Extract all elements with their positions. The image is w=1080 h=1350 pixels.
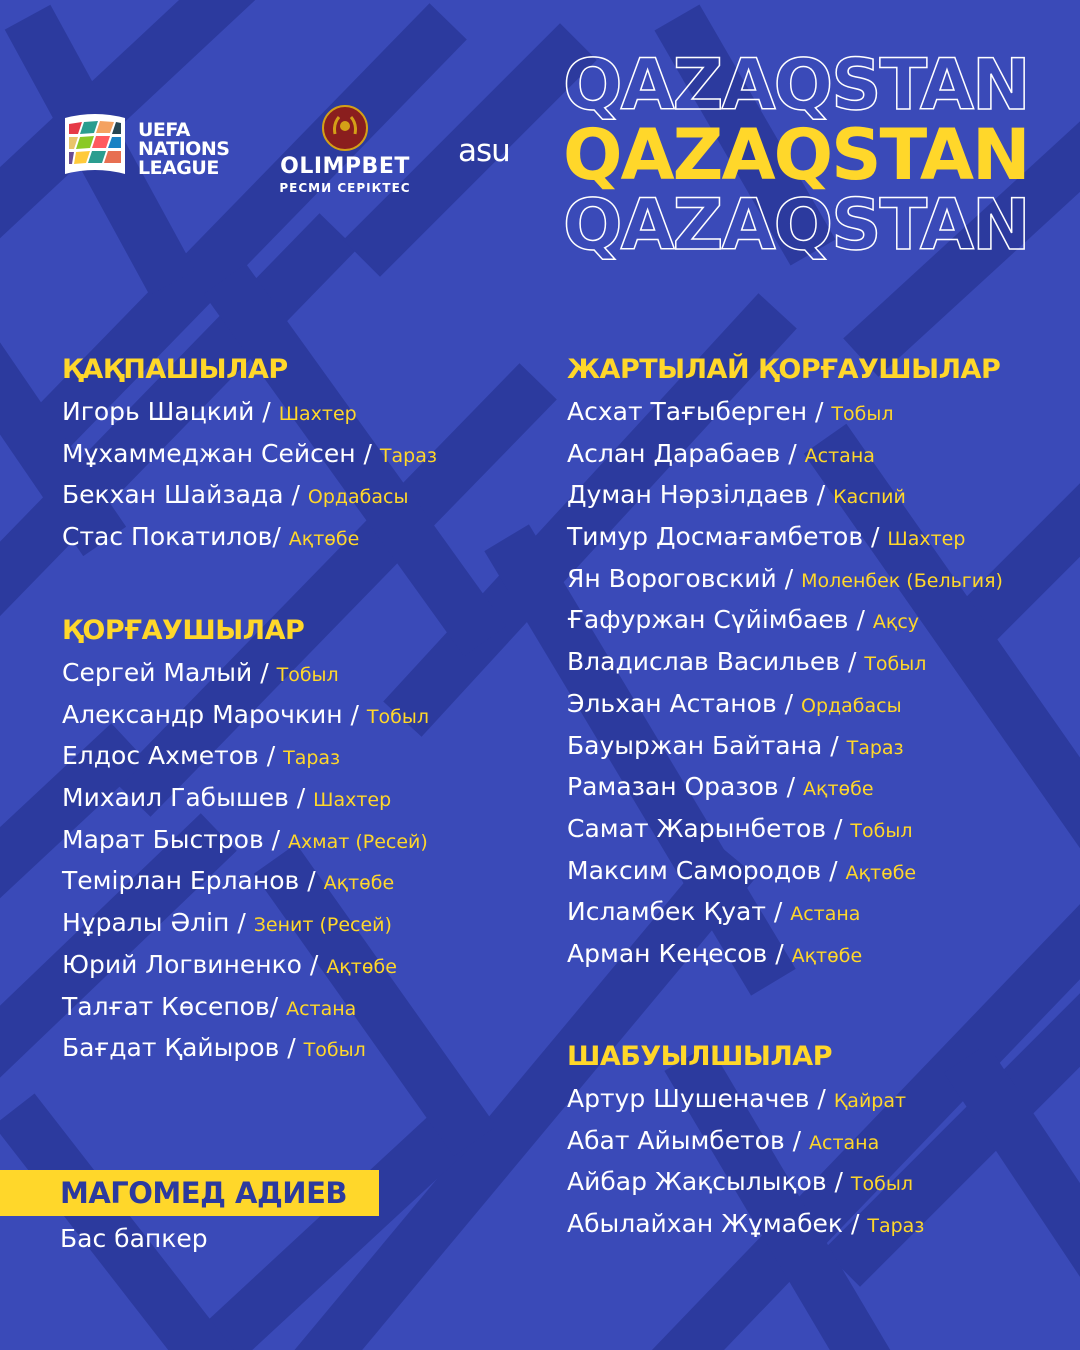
- player-name: Ян Вороговский: [567, 563, 777, 593]
- separator: /: [780, 438, 805, 468]
- separator: /: [778, 772, 803, 802]
- player-name: Рамазан Оразов: [567, 772, 779, 802]
- player-club: Тобыл: [864, 653, 927, 676]
- section-goalkeepers: [62, 354, 437, 564]
- separator: /: [776, 688, 802, 718]
- player-row: [62, 783, 429, 825]
- olimpbet-logo: [278, 104, 412, 195]
- separator: /: [254, 397, 279, 426]
- player-list: [567, 397, 1003, 981]
- player-row: [567, 856, 1003, 898]
- player-club: Тараз: [283, 747, 341, 770]
- player-row: [62, 1033, 429, 1075]
- section-title: ШАБУЫЛШЫЛАР: [567, 1041, 832, 1072]
- player-list: [62, 397, 437, 564]
- player-name: Айбар Жақсылықов: [567, 1167, 827, 1197]
- player-row: [567, 605, 1003, 647]
- separator: /: [263, 824, 289, 854]
- player-row: [62, 741, 429, 783]
- separator: /: [822, 730, 847, 760]
- player-name: Аслан Дарабаев: [567, 438, 781, 468]
- player-row: [567, 1167, 924, 1209]
- player-row: [62, 397, 437, 439]
- separator: /: [283, 480, 308, 510]
- head-coach: [0, 1170, 379, 1253]
- unl-line-2: NATIONS: [138, 137, 230, 160]
- separator: /: [342, 699, 367, 729]
- player-name: Бекхан Шайзада: [62, 480, 284, 510]
- player-row: [567, 689, 1003, 731]
- player-row: [62, 522, 437, 564]
- separator: /: [826, 813, 851, 843]
- player-name: Максим Самородов: [567, 855, 822, 885]
- player-row: [62, 950, 429, 992]
- player-row: [567, 439, 1003, 481]
- separator: /: [776, 563, 802, 593]
- player-club: Тараз: [867, 1215, 925, 1238]
- separator: /: [826, 1167, 851, 1197]
- player-row: [567, 731, 1003, 773]
- player-name: Эльхан Астанов: [567, 688, 777, 718]
- separator: /: [807, 397, 832, 426]
- player-club: Моленбек (Бельгия): [801, 569, 1003, 592]
- player-row: [567, 1084, 924, 1126]
- player-name: Александр Марочкин: [62, 699, 343, 729]
- player-row: [62, 700, 429, 742]
- player-name: Асхат Тағыберген: [567, 397, 808, 426]
- player-club: Қайрат: [833, 1090, 907, 1112]
- asu-logo: asu: [458, 133, 510, 169]
- player-name: Юрий Логвиненко: [62, 949, 302, 979]
- uefa-nations-league-logo: [62, 112, 229, 186]
- separator: /: [765, 897, 791, 927]
- player-club: Тобыл: [276, 664, 339, 686]
- separator: /: [821, 855, 846, 885]
- separator: /: [258, 741, 284, 771]
- player-club: Астана: [790, 903, 861, 926]
- player-name: Елдос Ахметов: [62, 741, 259, 771]
- player-row: [62, 908, 429, 950]
- separator: /: [301, 949, 327, 979]
- player-row: [567, 522, 1003, 564]
- separator: /: [808, 480, 834, 510]
- player-club: Астана: [804, 444, 875, 467]
- player-club: Тараз: [379, 444, 437, 467]
- player-row: [62, 480, 437, 522]
- player-club: Шахтер: [313, 789, 392, 812]
- separator: /: [299, 866, 324, 896]
- player-name: Артур Шушеначев: [567, 1084, 810, 1113]
- player-name: Сергей Малый: [62, 658, 253, 687]
- player-club: Тобыл: [831, 403, 894, 425]
- separator: /: [784, 1125, 810, 1155]
- coach-role: Бас бапкер: [60, 1224, 208, 1253]
- player-club: Ақтөбе: [326, 955, 397, 978]
- player-name: Владислав Васильев: [567, 647, 840, 677]
- player-name: Ғафуржан Сүйімбаев: [567, 605, 849, 635]
- player-name: Бағдат Қайыров: [62, 1033, 280, 1063]
- separator: /: [863, 522, 888, 552]
- separator: /: [288, 783, 314, 813]
- nations-league-flag-icon: [62, 112, 128, 186]
- separator: /: [272, 522, 289, 552]
- section-forwards: [567, 1041, 924, 1251]
- section-title: ҚОРҒАУШЫЛАР: [62, 615, 305, 646]
- player-club: Ақтөбе: [288, 528, 360, 551]
- player-club: Ордабасы: [307, 486, 409, 509]
- separator: /: [848, 605, 873, 635]
- player-club: Ақтөбе: [323, 872, 395, 895]
- separator: /: [840, 647, 865, 677]
- player-club: Ақтөбе: [791, 944, 863, 967]
- title-outline-top: QAZAQSTAN: [563, 44, 1029, 126]
- player-club: Тобыл: [850, 1173, 914, 1196]
- separator: /: [355, 438, 380, 468]
- player-row: [62, 658, 429, 700]
- player-name: Бауыржан Байтана: [567, 730, 823, 760]
- separator: /: [269, 991, 287, 1021]
- player-list: [62, 658, 429, 1075]
- unl-line-3: LEAGUE: [138, 156, 219, 179]
- separator: /: [767, 938, 792, 968]
- player-name: Самат Жарынбетов: [567, 813, 827, 843]
- player-row: [62, 439, 437, 481]
- player-club: Ақтөбе: [845, 861, 917, 884]
- player-name: Мұхаммеджан Сейсен: [62, 438, 356, 468]
- player-row: [567, 564, 1003, 606]
- player-club: Тараз: [846, 736, 904, 759]
- player-name: Абат Айымбетов: [567, 1125, 785, 1155]
- separator: /: [843, 1209, 868, 1239]
- player-name: Тимур Досмағамбетов: [567, 522, 864, 552]
- player-name: Стас Покатилов: [62, 522, 273, 552]
- player-club: Каспий: [833, 486, 906, 509]
- olimpbet-name: OLIMPBET: [280, 154, 410, 179]
- page-title: QAZAQSTAN: [563, 114, 1029, 196]
- player-row: [62, 992, 429, 1034]
- section-defenders: [62, 615, 429, 1075]
- player-name: Темірлан Ерланов: [62, 866, 300, 896]
- player-row: [567, 772, 1003, 814]
- player-club: Астана: [286, 997, 357, 1020]
- section-midfielders: [567, 354, 1003, 981]
- player-name: Игорь Шацкий: [62, 397, 255, 426]
- player-row: [567, 897, 1003, 939]
- laurel-wreath-icon: [321, 104, 369, 152]
- player-club: Шахтер: [887, 528, 966, 551]
- player-name: Нұралы Әліп: [62, 908, 230, 938]
- player-club: Астана: [809, 1131, 880, 1154]
- official-partner-label: РЕСМИ СЕРІКТЕС: [279, 181, 411, 195]
- player-row: [567, 480, 1003, 522]
- title-outline-bottom: QAZAQSTAN: [563, 184, 1029, 266]
- player-row: [567, 814, 1003, 856]
- player-row: [62, 825, 429, 867]
- player-name: Исламбек Қуат: [567, 897, 766, 927]
- player-club: Ахмат (Ресей): [288, 830, 428, 853]
- player-club: Тобыл: [850, 819, 913, 842]
- separator: /: [252, 658, 277, 687]
- player-row: [567, 397, 1003, 439]
- player-row: [567, 1126, 924, 1168]
- separator: /: [229, 908, 254, 938]
- player-row: [62, 866, 429, 908]
- player-name: Михаил Габышев: [62, 783, 289, 813]
- section-title: ЖАРТЫЛАЙ ҚОРҒАУШЫЛАР: [567, 354, 1001, 385]
- player-row: [567, 647, 1003, 689]
- player-name: Думан Нәрзілдаев: [567, 480, 809, 510]
- player-club: Зенит (Ресей): [253, 914, 392, 937]
- player-club: Тобыл: [303, 1039, 366, 1062]
- player-name: Арман Кеңесов: [567, 938, 768, 968]
- player-name: Абылайхан Жұмабек: [567, 1209, 844, 1239]
- player-row: [567, 1209, 924, 1251]
- title-stack: [563, 44, 1063, 266]
- player-club: Ақсу: [872, 611, 920, 634]
- player-row: [567, 939, 1003, 981]
- player-club: Ордабасы: [801, 694, 902, 717]
- player-club: Тобыл: [366, 705, 430, 728]
- separator: /: [279, 1033, 304, 1063]
- player-name: Марат Быстров: [62, 824, 264, 854]
- separator: /: [809, 1084, 834, 1113]
- player-name: Талғат Көсепов: [62, 991, 270, 1021]
- player-club: Ақтөбе: [803, 778, 874, 801]
- section-title: ҚАҚПАШЫЛАР: [62, 354, 288, 385]
- unl-line-1: UEFA: [138, 118, 190, 141]
- coach-name: МАГОМЕД АДИЕВ: [0, 1170, 379, 1216]
- player-club: Шахтер: [278, 403, 357, 425]
- player-list: [567, 1084, 924, 1251]
